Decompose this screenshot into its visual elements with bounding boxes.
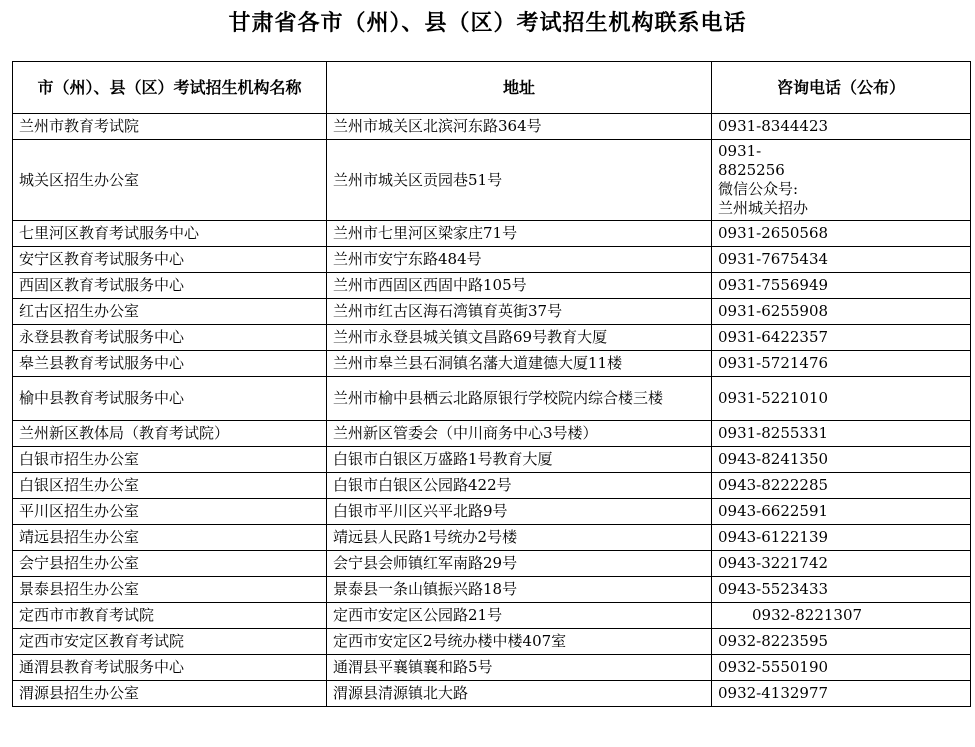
table-row <box>13 421 971 447</box>
cell-address: 白银市平川区兴平北路9号 <box>327 499 712 525</box>
cell-name: 兰州新区教体局（教育考试院） <box>13 421 327 447</box>
cell-name: 白银市招生办公室 <box>13 447 327 473</box>
page-title: 甘肃省各市（州）、县（区）考试招生机构联系电话 <box>228 10 747 36</box>
table-row <box>13 499 971 525</box>
cell-phone: 0943-8241350 <box>712 447 971 473</box>
cell-phone: 0931-5721476 <box>712 351 971 377</box>
table-row <box>13 377 971 421</box>
table-row <box>13 603 971 629</box>
table-row <box>13 655 971 681</box>
cell-phone: 0943-6122139 <box>712 525 971 551</box>
cell-name: 皋兰县教育考试服务中心 <box>13 351 327 377</box>
cell-address: 兰州市城关区北滨河东路364号 <box>327 114 712 140</box>
cell-name: 西固区教育考试服务中心 <box>13 273 327 299</box>
table-row <box>13 114 971 140</box>
phone-lines <box>718 142 964 218</box>
cell-address: 兰州市城关区贡园巷51号 <box>327 140 712 221</box>
wechat-label: 微信公众号: <box>718 180 799 198</box>
cell-phone: 0932-8223595 <box>712 629 971 655</box>
cell-name: 榆中县教育考试服务中心 <box>13 377 327 421</box>
table-row <box>13 140 971 221</box>
column-header-phone: 咨询电话（公布） <box>712 62 971 114</box>
table-row <box>13 299 971 325</box>
cell-address: 会宁县会师镇红军南路29号 <box>327 551 712 577</box>
cell-phone: 0943-5523433 <box>712 577 971 603</box>
cell-address: 定西市安定区2号统办楼中楼407室 <box>327 629 712 655</box>
cell-name: 白银区招生办公室 <box>13 473 327 499</box>
column-header-name: 市（州）、县（区）考试招生机构名称 <box>13 62 327 114</box>
cell-name: 七里河区教育考试服务中心 <box>13 221 327 247</box>
cell-phone: 0931-8255331 <box>712 421 971 447</box>
cell-name: 红古区招生办公室 <box>13 299 327 325</box>
cell-address: 白银市白银区万盛路1号教育大厦 <box>327 447 712 473</box>
cell-phone: 0932-8221307 <box>712 603 971 629</box>
cell-name: 兰州市教育考试院 <box>13 114 327 140</box>
cell-name: 定西市安定区教育考试院 <box>13 629 327 655</box>
cell-name: 平川区招生办公室 <box>13 499 327 525</box>
table-header-row <box>13 62 971 114</box>
cell-name: 渭源县招生办公室 <box>13 681 327 707</box>
cell-phone: 0931-7675434 <box>712 247 971 273</box>
cell-address: 白银市白银区公园路422号 <box>327 473 712 499</box>
cell-address: 兰州市永登县城关镇文昌路69号教育大厦 <box>327 325 712 351</box>
cell-phone: 0931-6255908 <box>712 299 971 325</box>
cell-phone: 0932-4132977 <box>712 681 971 707</box>
table-row <box>13 681 971 707</box>
table-row <box>13 247 971 273</box>
cell-phone: 0943-6622591 <box>712 499 971 525</box>
table-row <box>13 447 971 473</box>
cell-phone: 0931-7556949 <box>712 273 971 299</box>
cell-name: 会宁县招生办公室 <box>13 551 327 577</box>
table-row <box>13 221 971 247</box>
cell-name: 城关区招生办公室 <box>13 140 327 221</box>
cell-phone: 0943-3221742 <box>712 551 971 577</box>
cell-name: 景泰县招生办公室 <box>13 577 327 603</box>
cell-phone: 0931-5221010 <box>712 377 971 421</box>
cell-phone: 0931-8344423 <box>712 114 971 140</box>
cell-address: 兰州市皋兰县石洞镇名藩大道建德大厦11楼 <box>327 351 712 377</box>
contacts-table <box>12 61 971 707</box>
cell-name: 通渭县教育考试服务中心 <box>13 655 327 681</box>
cell-phone: 0943-8222285 <box>712 473 971 499</box>
cell-address: 景泰县一条山镇振兴路18号 <box>327 577 712 603</box>
cell-address: 定西市安定区公园路21号 <box>327 603 712 629</box>
cell-address: 兰州新区管委会（中川商务中心3号楼） <box>327 421 712 447</box>
table-row <box>13 577 971 603</box>
cell-phone <box>712 140 971 221</box>
cell-phone: 0932-5550190 <box>712 655 971 681</box>
cell-name: 靖远县招生办公室 <box>13 525 327 551</box>
table-row <box>13 273 971 299</box>
table-row <box>13 629 971 655</box>
cell-phone: 0931-6422357 <box>712 325 971 351</box>
table-row <box>13 525 971 551</box>
table-row <box>13 551 971 577</box>
cell-address: 兰州市七里河区梁家庄71号 <box>327 221 712 247</box>
phone-line: 0931- <box>718 142 762 160</box>
cell-address: 兰州市红古区海石湾镇育英街37号 <box>327 299 712 325</box>
cell-address: 靖远县人民路1号统办2号楼 <box>327 525 712 551</box>
cell-address: 兰州市榆中县栖云北路原银行学校院内综合楼三楼 <box>327 377 712 421</box>
wechat-account: 兰州城关招办 <box>718 199 809 217</box>
cell-phone: 0931-2650568 <box>712 221 971 247</box>
cell-address: 兰州市安宁东路484号 <box>327 247 712 273</box>
cell-name: 永登县教育考试服务中心 <box>13 325 327 351</box>
phone-line: 8825256 <box>718 161 785 179</box>
cell-address: 兰州市西固区西固中路105号 <box>327 273 712 299</box>
cell-name: 定西市市教育考试院 <box>13 603 327 629</box>
cell-address: 通渭县平襄镇襄和路5号 <box>327 655 712 681</box>
cell-address: 渭源县清源镇北大路 <box>327 681 712 707</box>
column-header-address: 地址 <box>327 62 712 114</box>
table-row <box>13 325 971 351</box>
table-row <box>13 351 971 377</box>
cell-name: 安宁区教育考试服务中心 <box>13 247 327 273</box>
table-row <box>13 473 971 499</box>
